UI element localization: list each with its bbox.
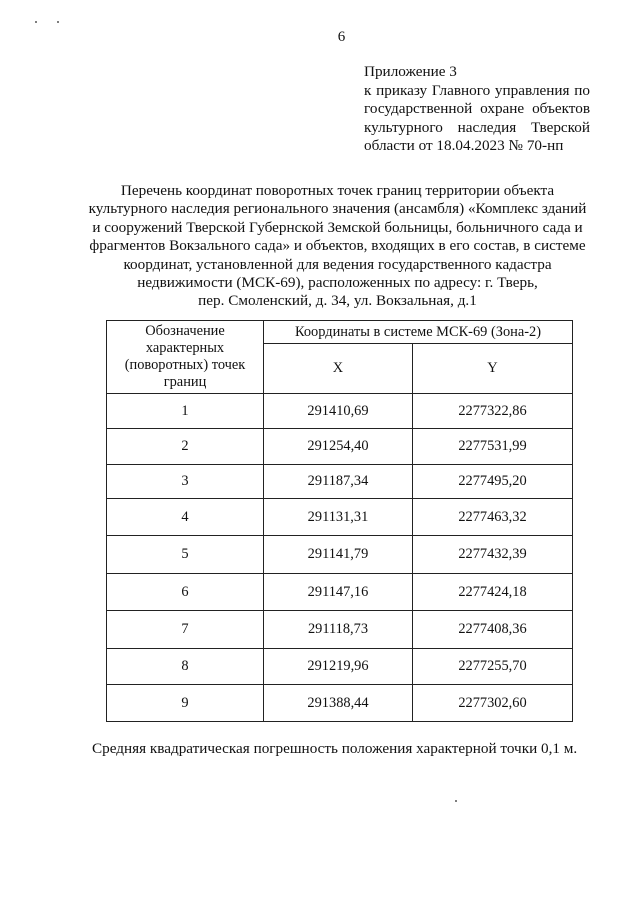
appendix-line: культурного наследия Тверской xyxy=(364,118,590,136)
header-y: Y xyxy=(413,344,573,394)
coordinates-table xyxy=(106,320,573,722)
header-x: X xyxy=(264,344,413,394)
y-coordinate-cell: 2277302,60 xyxy=(413,685,573,722)
x-coordinate-cell: 291254,40 xyxy=(264,429,413,465)
point-number-cell: 9 xyxy=(107,685,264,722)
title-line: координат, установленной для ведения государственного кадастра xyxy=(123,255,552,273)
title-line: фрагментов Вокзального сада» и объектов, входящих в его состав, в системе xyxy=(89,237,586,255)
x-coordinate-cell: 291219,96 xyxy=(264,649,413,685)
point-number-cell: 4 xyxy=(107,499,264,536)
title-line: Перечень координат поворотных точек границ территории объекта xyxy=(120,182,555,199)
x-coordinate-cell: 291141,79 xyxy=(264,536,413,574)
title-line: и сооружений Тверской Губернской Земской больницы, больничного сада и xyxy=(92,218,583,236)
scan-speck xyxy=(455,800,457,802)
x-coordinate-cell: 291147,16 xyxy=(264,574,413,611)
table-row xyxy=(107,536,573,574)
y-coordinate-cell: 2277255,70 xyxy=(413,649,573,685)
appendix-line: к приказу Главного управления по xyxy=(364,81,590,99)
point-number-cell: 8 xyxy=(107,649,264,685)
point-number-cell: 7 xyxy=(107,611,264,649)
x-coordinate-cell: 291131,31 xyxy=(264,499,413,536)
scan-speck xyxy=(57,21,59,23)
y-coordinate-cell: 2277463,32 xyxy=(413,499,573,536)
appendix-line: государственной охране объектов xyxy=(364,100,590,118)
table-row xyxy=(107,429,573,465)
page-number: 6 xyxy=(337,29,346,45)
x-coordinate-cell: 291118,73 xyxy=(264,611,413,649)
point-number-cell: 1 xyxy=(107,394,264,429)
appendix-line: области от 18.04.2023 № 70-нп xyxy=(364,137,564,155)
table-row xyxy=(107,685,573,722)
table-row xyxy=(107,465,573,499)
table-row xyxy=(107,574,573,611)
title-line: культурного наследия регионального значения (ансамбля) «Комплекс зданий xyxy=(88,200,587,218)
title-line: пер. Смоленский, д. 34, ул. Вокзальная, д.1 xyxy=(198,292,477,310)
header-point-designation: Обозначение характерных (поворотных) точек границ xyxy=(107,321,264,394)
appendix-line: Приложение 3 xyxy=(364,63,457,80)
y-coordinate-cell: 2277408,36 xyxy=(413,611,573,649)
footnote: Средняя квадратическая погрешность положения характерной точки 0,1 м. xyxy=(92,740,578,757)
scan-speck xyxy=(35,21,37,23)
point-number-cell: 3 xyxy=(107,465,264,499)
y-coordinate-cell: 2277531,99 xyxy=(413,429,573,465)
table-row xyxy=(107,611,573,649)
point-number-cell: 5 xyxy=(107,536,264,574)
header-coordinate-system: Координаты в системе МСК-69 (Зона-2) xyxy=(264,321,573,344)
x-coordinate-cell: 291187,34 xyxy=(264,465,413,499)
document-title xyxy=(85,182,590,311)
y-coordinate-cell: 2277432,39 xyxy=(413,536,573,574)
table-row xyxy=(107,499,573,536)
y-coordinate-cell: 2277424,18 xyxy=(413,574,573,611)
appendix-header xyxy=(364,63,590,156)
point-number-cell: 2 xyxy=(107,429,264,465)
point-number-cell: 6 xyxy=(107,574,264,611)
y-coordinate-cell: 2277495,20 xyxy=(413,465,573,499)
title-line: недвижимости (МСК-69), расположенных по адресу: г. Тверь, xyxy=(137,274,538,292)
y-coordinate-cell: 2277322,86 xyxy=(413,394,573,429)
table-row xyxy=(107,649,573,685)
x-coordinate-cell: 291388,44 xyxy=(264,685,413,722)
table-row xyxy=(107,394,573,429)
x-coordinate-cell: 291410,69 xyxy=(264,394,413,429)
